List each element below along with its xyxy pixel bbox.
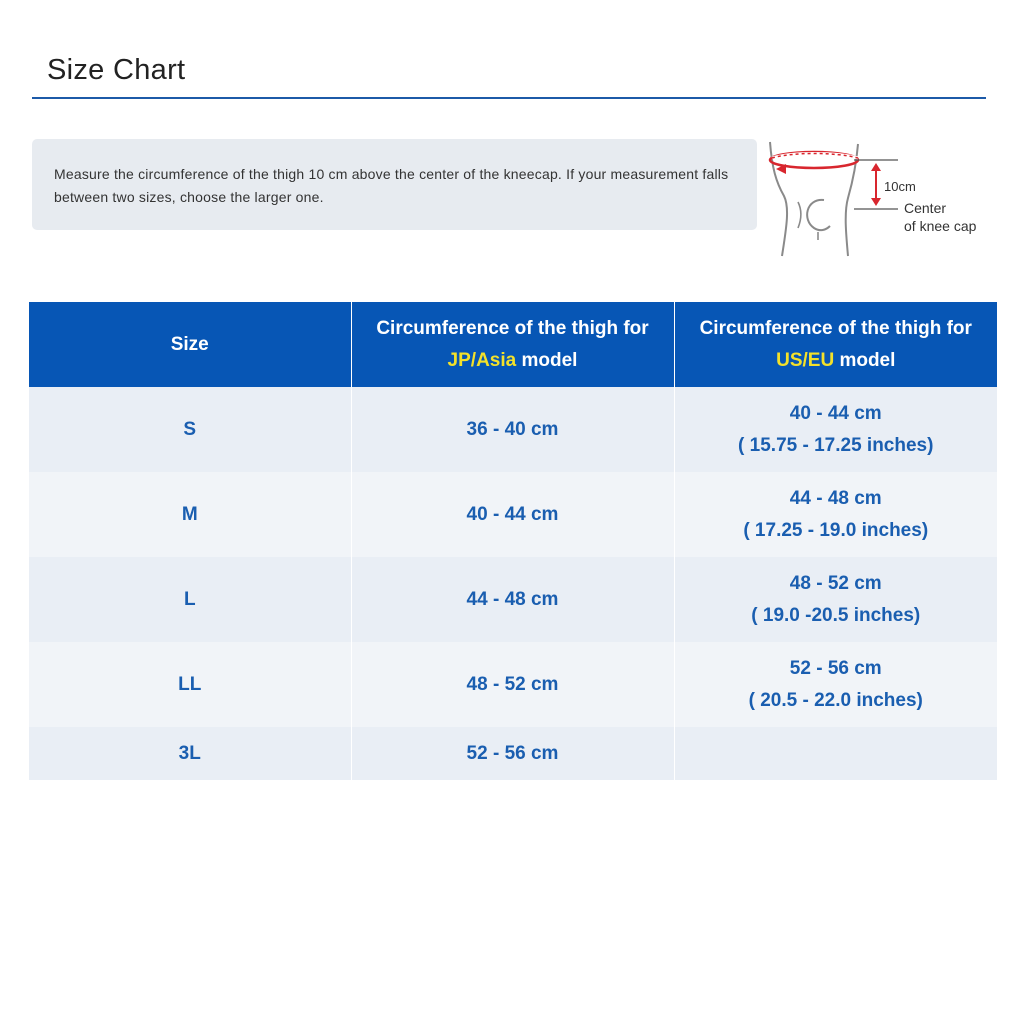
header-jp-prefix: Circumference of the thigh for (376, 317, 649, 339)
table-header-row (29, 302, 997, 387)
size-cell: L (29, 557, 351, 642)
header-us-prefix: Circumference of the thigh for (699, 317, 972, 339)
us-eu-cell (674, 387, 997, 472)
size-cell: LL (29, 642, 351, 727)
jp-asia-cell: 52 - 56 cm (351, 727, 674, 780)
jp-asia-cell: 44 - 48 cm (351, 557, 674, 642)
us-eu-cell (674, 727, 997, 780)
measurement-note-line-1: Measure the circumference of the thigh 10 cm above the center of the kneecap. If your measurement falls (54, 166, 729, 182)
title-divider (32, 97, 986, 99)
jp-asia-cell: 48 - 52 cm (351, 642, 674, 727)
us-eu-cell (674, 557, 997, 642)
table-row (29, 557, 997, 642)
size-cell: M (29, 472, 351, 557)
jp-asia-cell: 40 - 44 cm (351, 472, 674, 557)
table-row (29, 727, 997, 780)
us-eu-cm: 48 - 52 cm (789, 572, 882, 594)
header-jp-asia (351, 302, 674, 387)
measurement-note (32, 139, 757, 230)
us-eu-inches: ( 20.5 - 22.0 inches) (748, 689, 923, 711)
measurement-note-line-2: between two sizes, choose the larger one. (54, 189, 324, 205)
distance-label: 10cm (884, 179, 916, 194)
knee-illustration-icon (762, 138, 994, 262)
us-eu-cm: 44 - 48 cm (789, 487, 882, 509)
table-row (29, 472, 997, 557)
header-us-eu (674, 302, 997, 387)
jp-asia-cell: 36 - 40 cm (351, 387, 674, 472)
us-eu-inches: ( 15.75 - 17.25 inches) (738, 434, 934, 456)
header-size-label: Size (170, 333, 209, 355)
us-eu-inches: ( 19.0 -20.5 inches) (751, 604, 921, 626)
center-label-line-1: Center (904, 200, 947, 216)
table-row (29, 642, 997, 727)
header-size (29, 302, 351, 387)
knee-measurement-diagram (762, 138, 994, 262)
us-eu-cm: 40 - 44 cm (789, 402, 882, 424)
header-jp-highlight: JP/Asia (447, 349, 517, 371)
header-jp-suffix: model (521, 349, 578, 371)
size-cell: S (29, 387, 351, 472)
header-us-suffix: model (839, 349, 896, 371)
us-eu-inches: ( 17.25 - 19.0 inches) (743, 519, 929, 541)
table-row (29, 387, 997, 472)
size-table (29, 302, 997, 780)
size-cell: 3L (29, 727, 351, 780)
center-label-line-2: of knee cap (904, 218, 977, 234)
us-eu-cell (674, 642, 997, 727)
us-eu-cm: 52 - 56 cm (789, 657, 882, 679)
page-title: Size Chart (47, 54, 186, 86)
us-eu-cell (674, 472, 997, 557)
header-us-highlight: US/EU (776, 349, 835, 371)
